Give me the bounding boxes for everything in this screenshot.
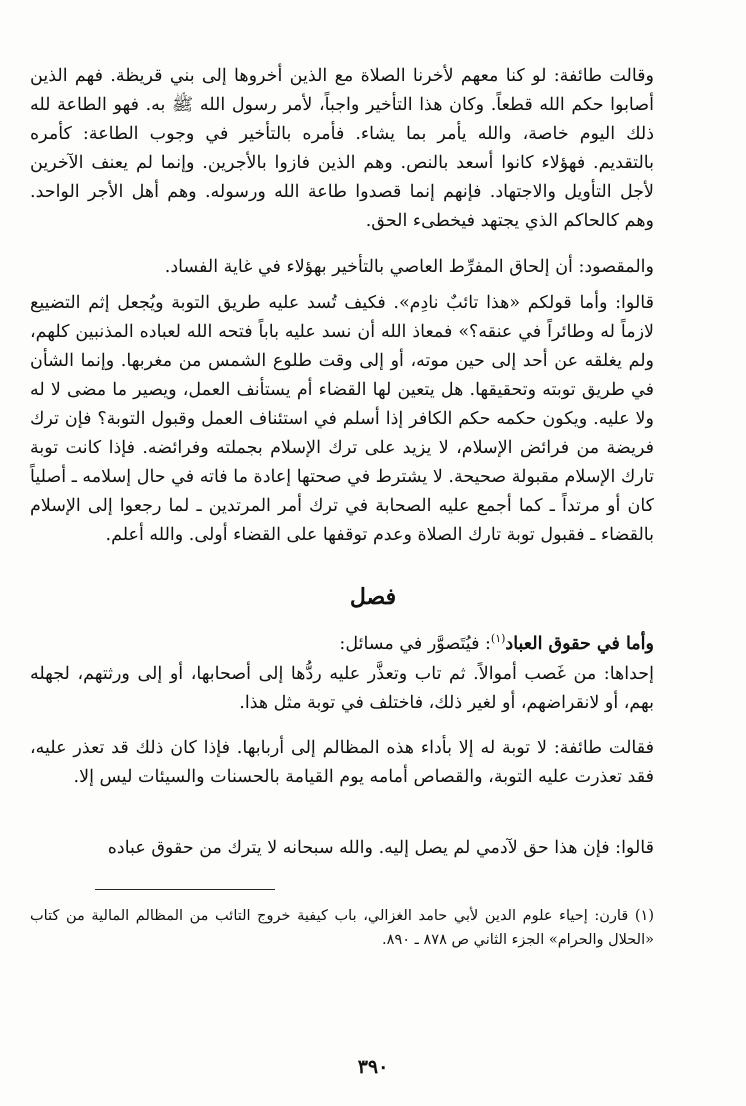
paragraph-1: وقالت طائفة: لو كنا معهم لأخرنا الصلاة مع الذين أخروها إلى بني قريظة. فهم الذين أصابوا حكم الله قطعاً. وكان هذا التأخير واجباً، لأمر رسول الله ﷺ به. فهو الطاعة لله ذلك اليوم خاصة، والله يأمر بما يشاء. فأمره بالتأخير في وجوب الطاعة: كأمره بالتقديم. فهؤلاء كانوا أسعد بالنص. وهم الذين فازوا بالأجرين. وإنما لم يعنف الآخرين لأجل التأويل والاجتهاد. فإنهم إنما قصدوا طاعة الله ورسوله. وهم أهل الأجر الواحد. وهم كالحاكم الذي يجتهد فيخطىء الحق. — [30, 66, 654, 231]
paragraph-5: إحداها: من غَصب أموالاً. ثم تاب وتعذَّر عليه ردُّها إلى أصحابها، أو إلى ورثتهم، لجهله بهم، أو لانقراضهم، أو لغير ذلك، فاختلف في توبة مثل هذا. — [30, 664, 654, 713]
paragraph-7: قالوا: فإن هذا حق لآدمي لم يصل إليه. والله سبحانه لا يترك من حقوق عباده — [107, 838, 654, 858]
footnote-divider — [95, 889, 275, 890]
page-number: ٣٩٠ — [357, 1056, 389, 1078]
paragraph-4 — [30, 624, 654, 659]
paragraph-2: والمقصود: أن إلحاق المفرِّط العاصي بالتأخير بهؤلاء في غاية الفساد. — [164, 257, 654, 277]
section-heading: فصل — [349, 584, 397, 610]
paragraph-6: فقالت طائفة: لا توبة له إلا بأداء هذه المظالم إلى أربابها. فإذا كان ذلك قد تعذر عليه، فقد تعذرت عليه التوبة، والقصاص أمامه يوم القيامة بالحسنات والسيئات ليس إلا. — [30, 738, 654, 787]
paragraph-4-bold: وأما في حقوق العباد — [505, 633, 654, 654]
paragraph-3: قالوا: وأما قولكم «هذا تائبٌ نادِم». فكيف تُسد عليه طريق التوبة ويُجعل إثم التضييع لازماً له وطائراً في عنقه؟» فمعاذ الله أن نسد عليه باباً فتحه الله لعباده المذنبين كلهم، ولم يغلقه عن أحد إلى حين موته، أو إلى وقت طلوع الشمس من مغربها. وإنما الشأن في طريق توبته وتحقيقها. هل يتعين لها القضاء أم يستأنف العمل، ويصير ما مضى لا له ولا عليه. ويكون حكمه حكم الكافر إذا أسلم في استئناف العمل وقبول التوبة؟ فإن ترك فريضة من فرائض الإسلام، لا يزيد على ترك الإسلام بجملته وفرائضه. فإذا كانت توبة تارك الإسلام مقبولة صحيحة. لا يشترط في صحتها إعادة ما فاته في حال إسلامه ـ أصلياً كان أو مرتداً ـ كما أجمع عليه الصحابة في ترك أمر المرتدين ـ لما رجعوا إلى الإسلام بالقضاء ـ فقبول توبة تارك الصلاة وعدم توقفها على القضاء أولى. والله أعلم. — [30, 293, 654, 545]
footnote: (١) قارن: إحياء علوم الدين لأبي حامد الغزالي، باب كيفية خروج التائب من المظالم المالية من كتاب «الحلال والحرام» الجزء الثاني ص ٨٧٨ ـ ٨٩٠. — [30, 908, 654, 948]
footnote-marker: (١) — [490, 632, 506, 645]
paragraph-4-rest: : فيُتَصوَّر في مسائل: — [339, 633, 491, 654]
